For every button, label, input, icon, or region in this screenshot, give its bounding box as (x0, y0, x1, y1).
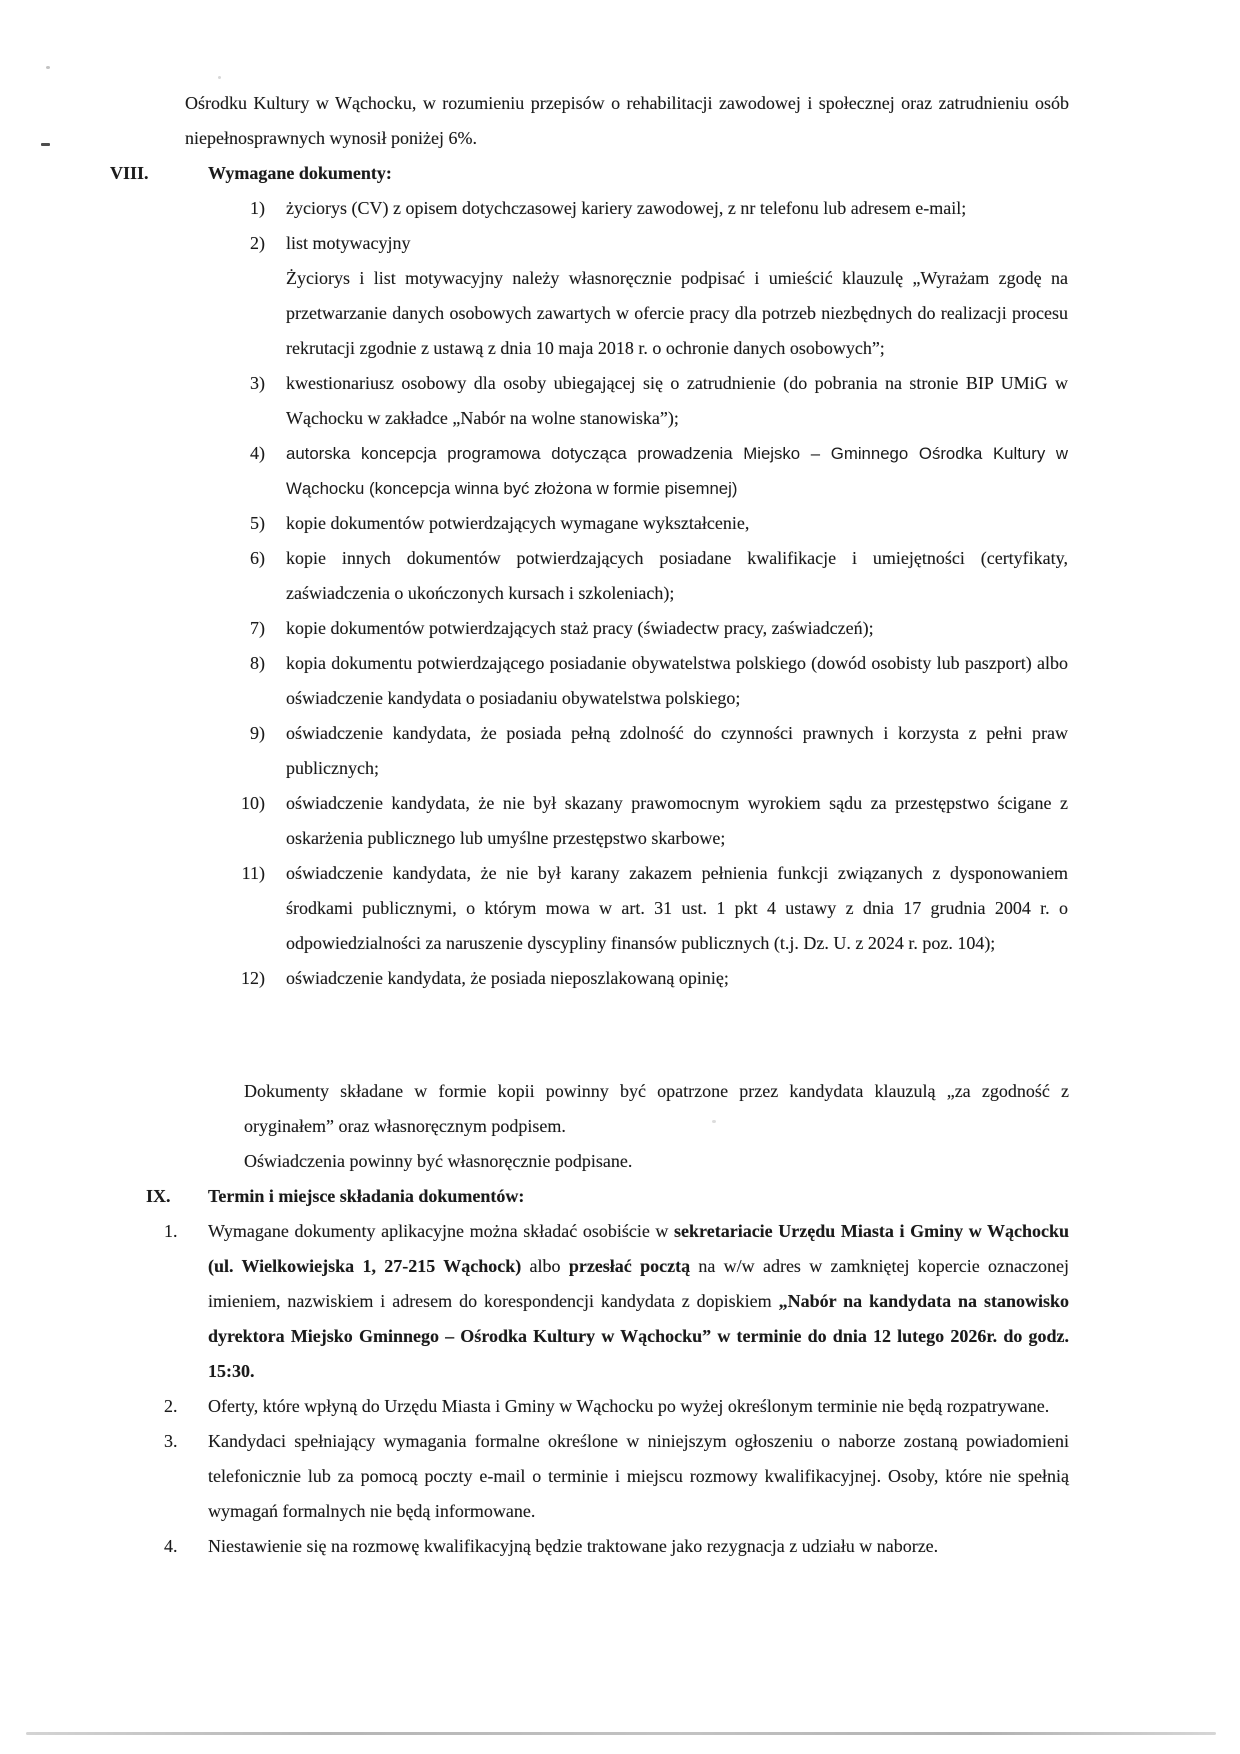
section-viii-heading (110, 156, 1240, 191)
list-item (213, 856, 1240, 961)
list-item (213, 646, 1240, 716)
text-run-bold: przesłać pocztą (568, 1256, 691, 1276)
text-run: albo (521, 1256, 569, 1276)
list-item (213, 506, 1240, 541)
section-ix-heading (110, 1179, 1240, 1214)
submission-terms-list (0, 1214, 1240, 1564)
item-marker: 4) (250, 443, 265, 463)
item-text: autorska koncepcja programowa dotycząca prowadzenia Miejsko – Gminnego Ośrodka Kultury w Wąchocku (koncepcja winna być złożona w formie pisemnej) (286, 444, 1068, 498)
list-item (213, 366, 1240, 436)
item-marker: 1. (164, 1221, 178, 1241)
item-text: Kandydaci spełniający wymagania formalne określone w niniejszym ogłoszeniu o naborze zostaną powiadomieni telefonicznie lub za pomocą poczty e-mail o terminie i miejscu rozmowy kwalifikacyjnej. Osoby, które nie spełnią wymagań formalnych nie będą informowane. (208, 1431, 1069, 1521)
copies-clause-paragraphs (244, 1074, 1069, 1179)
item-marker: 4. (164, 1536, 178, 1556)
item-marker: 7) (250, 618, 265, 638)
item-text: Niestawienie się na rozmowę kwalifikacyjną będzie traktowane jako rezygnacja z udziału w naborze. (208, 1536, 939, 1556)
item-marker: 8) (250, 653, 265, 673)
list-item (213, 436, 1240, 506)
section-viii-title: Wymagane dokumenty: (208, 163, 392, 183)
item-text: Oferty, które wpłyną do Urzędu Miasta i Gminy w Wąchocku po wyżej określonym terminie nie będą rozpatrywane. (208, 1396, 1050, 1416)
item-text (208, 1214, 1069, 1389)
item-text: życiorys (CV) z opisem dotychczasowej kariery zawodowej, z nr telefonu lub adresem e-mail; (286, 198, 967, 218)
item-marker: 10) (241, 793, 265, 813)
list-item (164, 1214, 1240, 1389)
page-bottom-scan-line (26, 1732, 1216, 1735)
list-item (164, 1389, 1240, 1424)
copies-clause-text: Dokumenty składane w formie kopii powinny być opatrzone przez kandydata klauzulą „za zgodność z oryginałem” oraz własnoręcznym podpisem. (244, 1081, 1069, 1136)
item-marker: 1) (250, 198, 265, 218)
scan-speck (712, 1120, 716, 1123)
statements-signature-text: Oświadczenia powinny być własnoręcznie podpisane. (244, 1151, 633, 1171)
item-marker: 2. (164, 1396, 178, 1416)
list-item (213, 226, 1240, 366)
required-documents-list (0, 191, 1240, 996)
item-text: kopie dokumentów potwierdzających wymagane wykształcenie, (286, 513, 750, 533)
scan-speck (46, 66, 50, 69)
list-item (213, 786, 1240, 856)
item-marker: 5) (250, 513, 265, 533)
section-viii-number: VIII. (110, 163, 149, 183)
intro-continuation-paragraph: Ośrodku Kultury w Wąchocku, w rozumieniu przepisów o rehabilitacji zawodowej i społecznej oraz zatrudnieniu osób niepełnosprawnych wynosił poniżej 6%. (185, 93, 1069, 148)
list-item (164, 1424, 1240, 1529)
scan-speck (218, 76, 221, 79)
item-text: oświadczenie kandydata, że nie był skazany prawomocnym wyrokiem sądu za przestępstwo ścigane z oskarżenia publicznego lub umyślne przestępstwo skarbowe; (286, 793, 1068, 848)
text-run: na w/w adres w zamkniętej kopercie oznaczonej imieniem, nazwiskiem i adresem do korespondencji kandydata z dopiskiem (208, 1256, 1069, 1311)
scan-artifact-dash (41, 143, 50, 146)
list-item (213, 716, 1240, 786)
item-note: Życiorys i list motywacyjny należy własnoręcznie podpisać i umieścić klauzulę „Wyrażam zgodę na przetwarzanie danych osobowych zawartych w ofercie pracy dla potrzeb niezbędnych do realizacji procesu rekrutacji zgodnie z ustawą z dnia 10 maja 2018 r. o ochronie danych osobowych”; (286, 268, 1068, 358)
section-ix-title: Termin i miejsce składania dokumentów: (208, 1186, 525, 1206)
item-marker: 12) (241, 968, 265, 988)
item-marker: 2) (250, 233, 265, 253)
text-run: Wymagane dokumenty aplikacyjne można składać osobiście w (208, 1221, 675, 1241)
list-item (213, 191, 1240, 226)
text-run-bold: sekretariacie Urzędu Miasta i Gminy w Wąchocku (ul. Wielkowiejska 1, 27-215 Wąchock) (208, 1221, 1069, 1276)
item-text: kopie dokumentów potwierdzających staż pracy (świadectw pracy, zaświadczeń); (286, 618, 874, 638)
item-text: oświadczenie kandydata, że posiada pełną zdolność do czynności prawnych i korzysta z pełni praw publicznych; (286, 723, 1068, 778)
item-text: list motywacyjny (286, 233, 411, 253)
item-marker: 6) (250, 548, 265, 568)
item-text: kwestionariusz osobowy dla osoby ubiegającej się o zatrudnienie (do pobrania na stronie BIP UMiG w Wąchocku w zakładce „Nabór na wolne stanowiska”); (286, 373, 1068, 428)
list-item (213, 541, 1240, 611)
list-item (164, 1529, 1240, 1564)
section-ix-number: IX. (146, 1186, 171, 1206)
list-item (213, 611, 1240, 646)
item-marker: 11) (241, 863, 265, 883)
item-marker: 3. (164, 1431, 178, 1451)
text-run-bold: „Nabór na kandydata na stanowisko dyrektora Miejsko Gminnego – Ośrodka Kultury w Wąchocku” w terminie do dnia 12 lutego 2026r. do godz. 15:30. (208, 1291, 1069, 1381)
item-text: oświadczenie kandydata, że posiada nieposzlakowaną opinię; (286, 968, 729, 988)
item-marker: 9) (250, 723, 265, 743)
list-item (213, 961, 1240, 996)
item-marker: 3) (250, 373, 265, 393)
item-text: oświadczenie kandydata, że nie był karany zakazem pełnienia funkcji związanych z dysponowaniem środkami publicznymi, o którym mowa w art. 31 ust. 1 pkt 4 ustawy z dnia 17 grudnia 2004 r. o odpowiedzialności za naruszenie dyscypliny finansów publicznych (t.j. Dz. U. z 2024 r. poz. 104); (286, 863, 1068, 953)
item-text: kopie innych dokumentów potwierdzających posiadane kwalifikacje i umiejętności (certyfikaty, zaświadczenia o ukończonych kursach i szkoleniach); (286, 548, 1068, 603)
item-text: kopia dokumentu potwierdzającego posiadanie obywatelstwa polskiego (dowód osobisty lub paszport) albo oświadczenie kandydata o posiadaniu obywatelstwa polskiego; (286, 653, 1068, 708)
